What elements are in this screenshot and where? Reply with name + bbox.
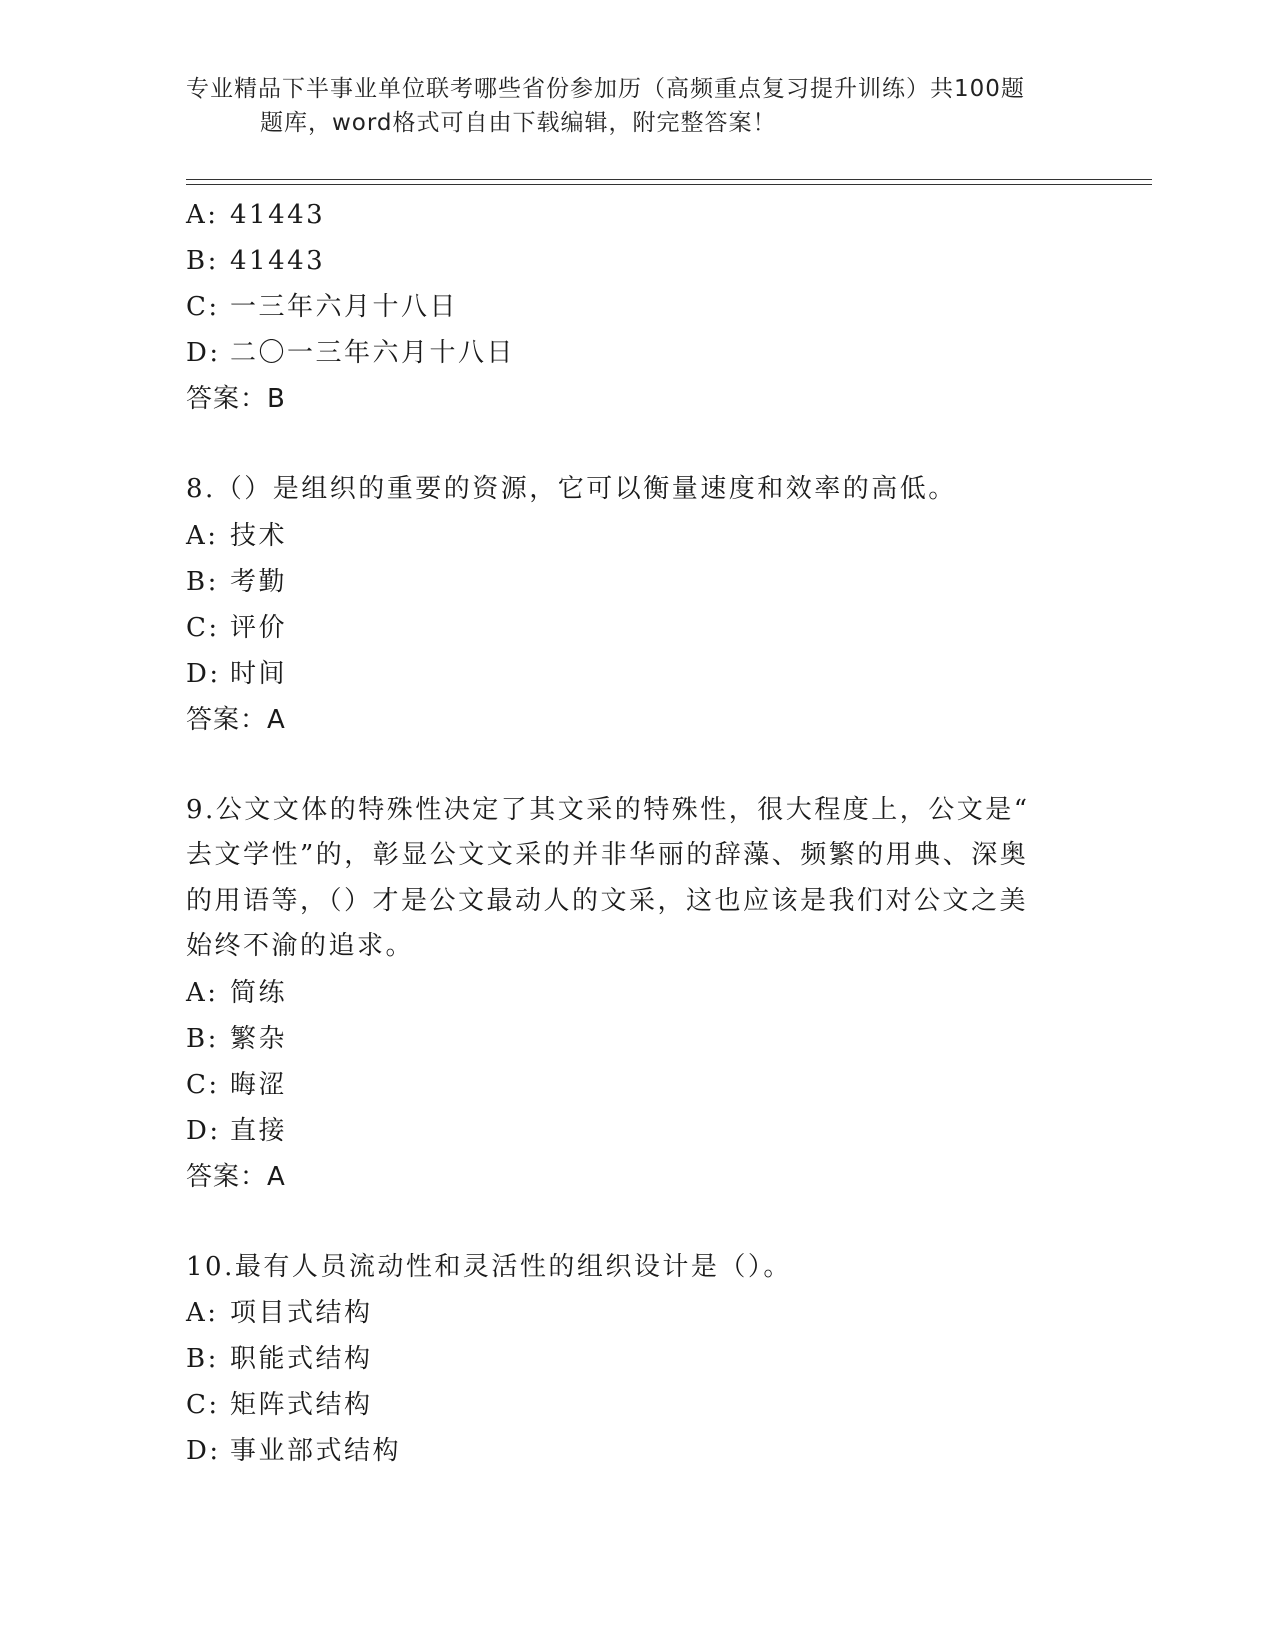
header-title-line2: 题库，word格式可自由下载编辑，附完整答案！	[260, 110, 777, 136]
option-label: C:	[186, 612, 220, 643]
continued-question	[186, 192, 1066, 422]
option-text: 项目式结构	[230, 1298, 373, 1328]
option-c	[186, 605, 1066, 651]
question-text	[186, 467, 1066, 513]
option-label: C:	[186, 1069, 220, 1100]
option-text: 技术	[230, 520, 288, 551]
option-c	[186, 284, 1066, 330]
answer-line: 答案：A	[186, 1161, 286, 1192]
option-c	[186, 1382, 1066, 1428]
option-label: D:	[186, 1115, 221, 1146]
spacer	[186, 422, 1066, 467]
question-line: 10.最有人员流动性和灵活性的组织设计是（）。	[186, 1251, 792, 1282]
option-a	[186, 513, 1066, 559]
option-text: 41443	[230, 200, 326, 230]
option-text: 职能式结构	[230, 1344, 373, 1374]
option-b	[186, 238, 1066, 284]
question-10	[186, 1245, 1066, 1475]
header-rule-bottom	[186, 184, 1152, 185]
option-d	[186, 1108, 1066, 1154]
option-text: 简练	[230, 977, 288, 1008]
question-text	[186, 788, 1066, 970]
option-text: 一三年六月十八日	[230, 292, 459, 322]
option-label: D:	[186, 1436, 221, 1466]
question-line: 始终不渝的追求。	[186, 931, 415, 961]
option-text: 直接	[230, 1115, 288, 1146]
document-body	[186, 192, 1066, 1474]
option-text: 41443	[230, 246, 326, 276]
spacer	[186, 743, 1066, 788]
spacer	[186, 1200, 1066, 1245]
option-label: D:	[186, 338, 221, 368]
document-header	[186, 72, 1066, 140]
option-d	[186, 651, 1066, 697]
option-b	[186, 1336, 1066, 1382]
option-a	[186, 192, 1066, 238]
option-label: A:	[186, 520, 219, 551]
answer-line: 答案：B	[186, 384, 286, 414]
option-a	[186, 970, 1066, 1016]
option-d	[186, 1428, 1066, 1474]
option-label: B:	[186, 1344, 219, 1374]
option-d	[186, 330, 1066, 376]
question-text	[186, 1245, 1066, 1291]
option-text: 评价	[230, 612, 288, 643]
option-label: B:	[186, 1023, 219, 1054]
question-line: 9.公文文体的特殊性决定了其文采的特殊性，很大程度上，公文是“	[186, 794, 1030, 825]
option-text: 事业部式结构	[230, 1436, 402, 1466]
question-9	[186, 788, 1066, 1200]
option-text: 二〇一三年六月十八日	[230, 338, 516, 368]
option-label: A:	[186, 1298, 219, 1328]
option-a	[186, 1290, 1066, 1336]
option-label: C:	[186, 1390, 220, 1420]
question-8	[186, 467, 1066, 743]
option-label: B:	[186, 246, 219, 276]
option-text: 晦涩	[230, 1069, 288, 1100]
header-title-line1: 专业精品下半事业单位联考哪些省份参加历（高频重点复习提升训练）共100题	[186, 76, 1025, 102]
option-c	[186, 1062, 1066, 1108]
option-text: 时间	[230, 658, 288, 689]
option-label: C:	[186, 292, 220, 322]
option-b	[186, 559, 1066, 605]
option-label: B:	[186, 566, 219, 597]
answer-line: 答案：A	[186, 704, 286, 735]
option-label: A:	[186, 200, 219, 230]
question-line: 8.（）是组织的重要的资源，它可以衡量速度和效率的高低。	[186, 474, 957, 504]
option-text: 矩阵式结构	[230, 1390, 373, 1420]
question-line: 的用语等，（）才是公文最动人的文采，这也应该是我们对公文之美	[186, 885, 1029, 916]
option-b	[186, 1016, 1066, 1062]
question-line: 去文学性”的，彰显公文文采的并非华丽的辞藻、频繁的用典、深奥	[186, 840, 1029, 870]
option-text: 繁杂	[230, 1023, 288, 1054]
header-rule-top	[186, 179, 1152, 180]
option-text: 考勤	[230, 566, 288, 597]
option-label: A:	[186, 977, 219, 1008]
option-label: D:	[186, 658, 221, 689]
